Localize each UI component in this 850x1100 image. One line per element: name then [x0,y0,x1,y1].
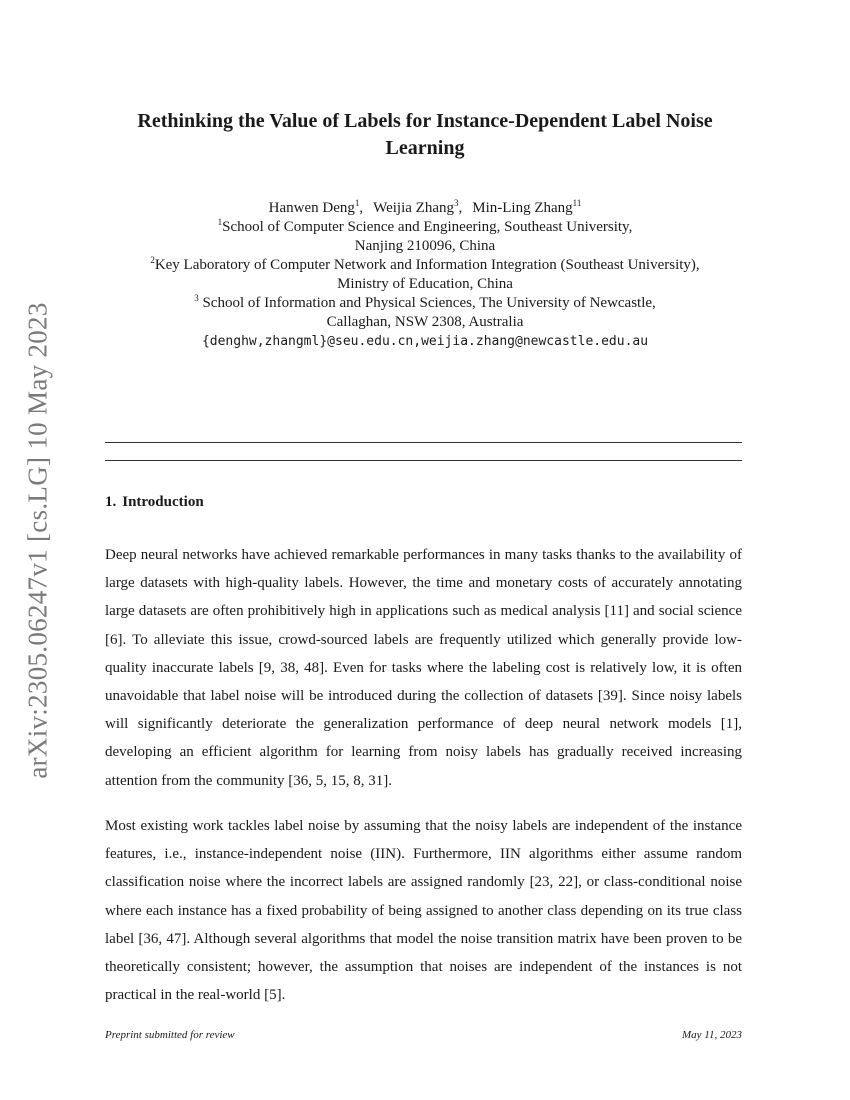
author-superscript: 3 [454,198,459,208]
author-name: Hanwen Deng [268,200,355,216]
abstract-top-rule [105,442,742,443]
paper-title: Rethinking the Value of Labels for Instance-Dependent Label Noise Learning [137,110,713,159]
arxiv-identifier-stamp [12,290,64,790]
intro-paragraph-1: Deep neural networks have achieved remarkable performances in many tasks thanks to the availability of large datasets with high-quality labels. However, the time and monetary costs of accurately annotating large datasets are often prohibitively high in applications such as medical analysis [11] and social science [6]. To alleviate this issue, crowd-sourced labels are frequently utilized which generally provide low-quality inaccurate labels [9, 38, 48]. Even for tasks where the labeling cost is relatively low, it is often unavoidable that label noise will be introduced during the collection of datasets [39]. Since noisy labels will significantly deteriorate the generalization performance of deep neural network models [1], developing an efficient algorithm for learning from noisy labels has gradually received increasing attention from the community [36, 5, 15, 8, 31]. [105,547,742,789]
affiliation-line: $^2$Key Laboratory of Computer Network and Information Integration (Southeast University), [150,255,700,273]
section-title: Introduction [122,494,204,510]
intro-paragraph-2: Most existing work tackles label noise by assuming that the noisy labels are independent of the instance features, i.e., instance-independent noise (IIN). Furthermore, IIN algorithms either assume random classification noise where the incorrect labels are assigned randomly [23, 22], or class-conditional noise where each instance has a fixed probability of being assigned to another class depending on its true class label [36, 47]. Although several algorithms that model the noise transition matrix have been proven to be theoretically consistent; however, the assumption that noises are independent of the instances is not practical in the real-world [5]. [105,818,742,1004]
affiliation-line: $^1$School of Computer Science and Engineering, Southeast University, [217,217,633,235]
author-superscript: 11 [572,198,582,208]
affiliation-line: $^3$ School of Information and Physical Sciences, The University of Newcastle, [194,293,656,311]
affiliation-line: Nanjing 210096, China [354,238,496,254]
author-emails: {denghw,zhangml}@seu.edu.cn,weijia.zhang@newcastle.edu.au [201,334,649,349]
author-name: Weijia Zhang [373,200,454,216]
author-name: Min-Ling Zhang [472,200,573,216]
arxiv-identifier-text: arXiv:2305.06247v1 [cs.LG] 10 May 2023 [22,301,53,779]
author-superscript: 1 [354,198,360,208]
affiliation-line: Ministry of Education, China [337,276,513,292]
abstract-bottom-rule [105,460,742,461]
section-number: 1. [105,494,117,510]
footer-date: May 11, 2023 [682,1029,742,1041]
affiliation-line: Callaghan, NSW 2308, Australia [326,314,524,330]
author-line: Hanwen Deng$^1$, Weijia Zhang$^3$, Min-Ling Zhang$^{11}$ [268,198,582,216]
author-block [105,199,745,351]
section-heading [105,494,204,511]
footer-submission-note: Preprint submitted for review [105,1029,235,1041]
